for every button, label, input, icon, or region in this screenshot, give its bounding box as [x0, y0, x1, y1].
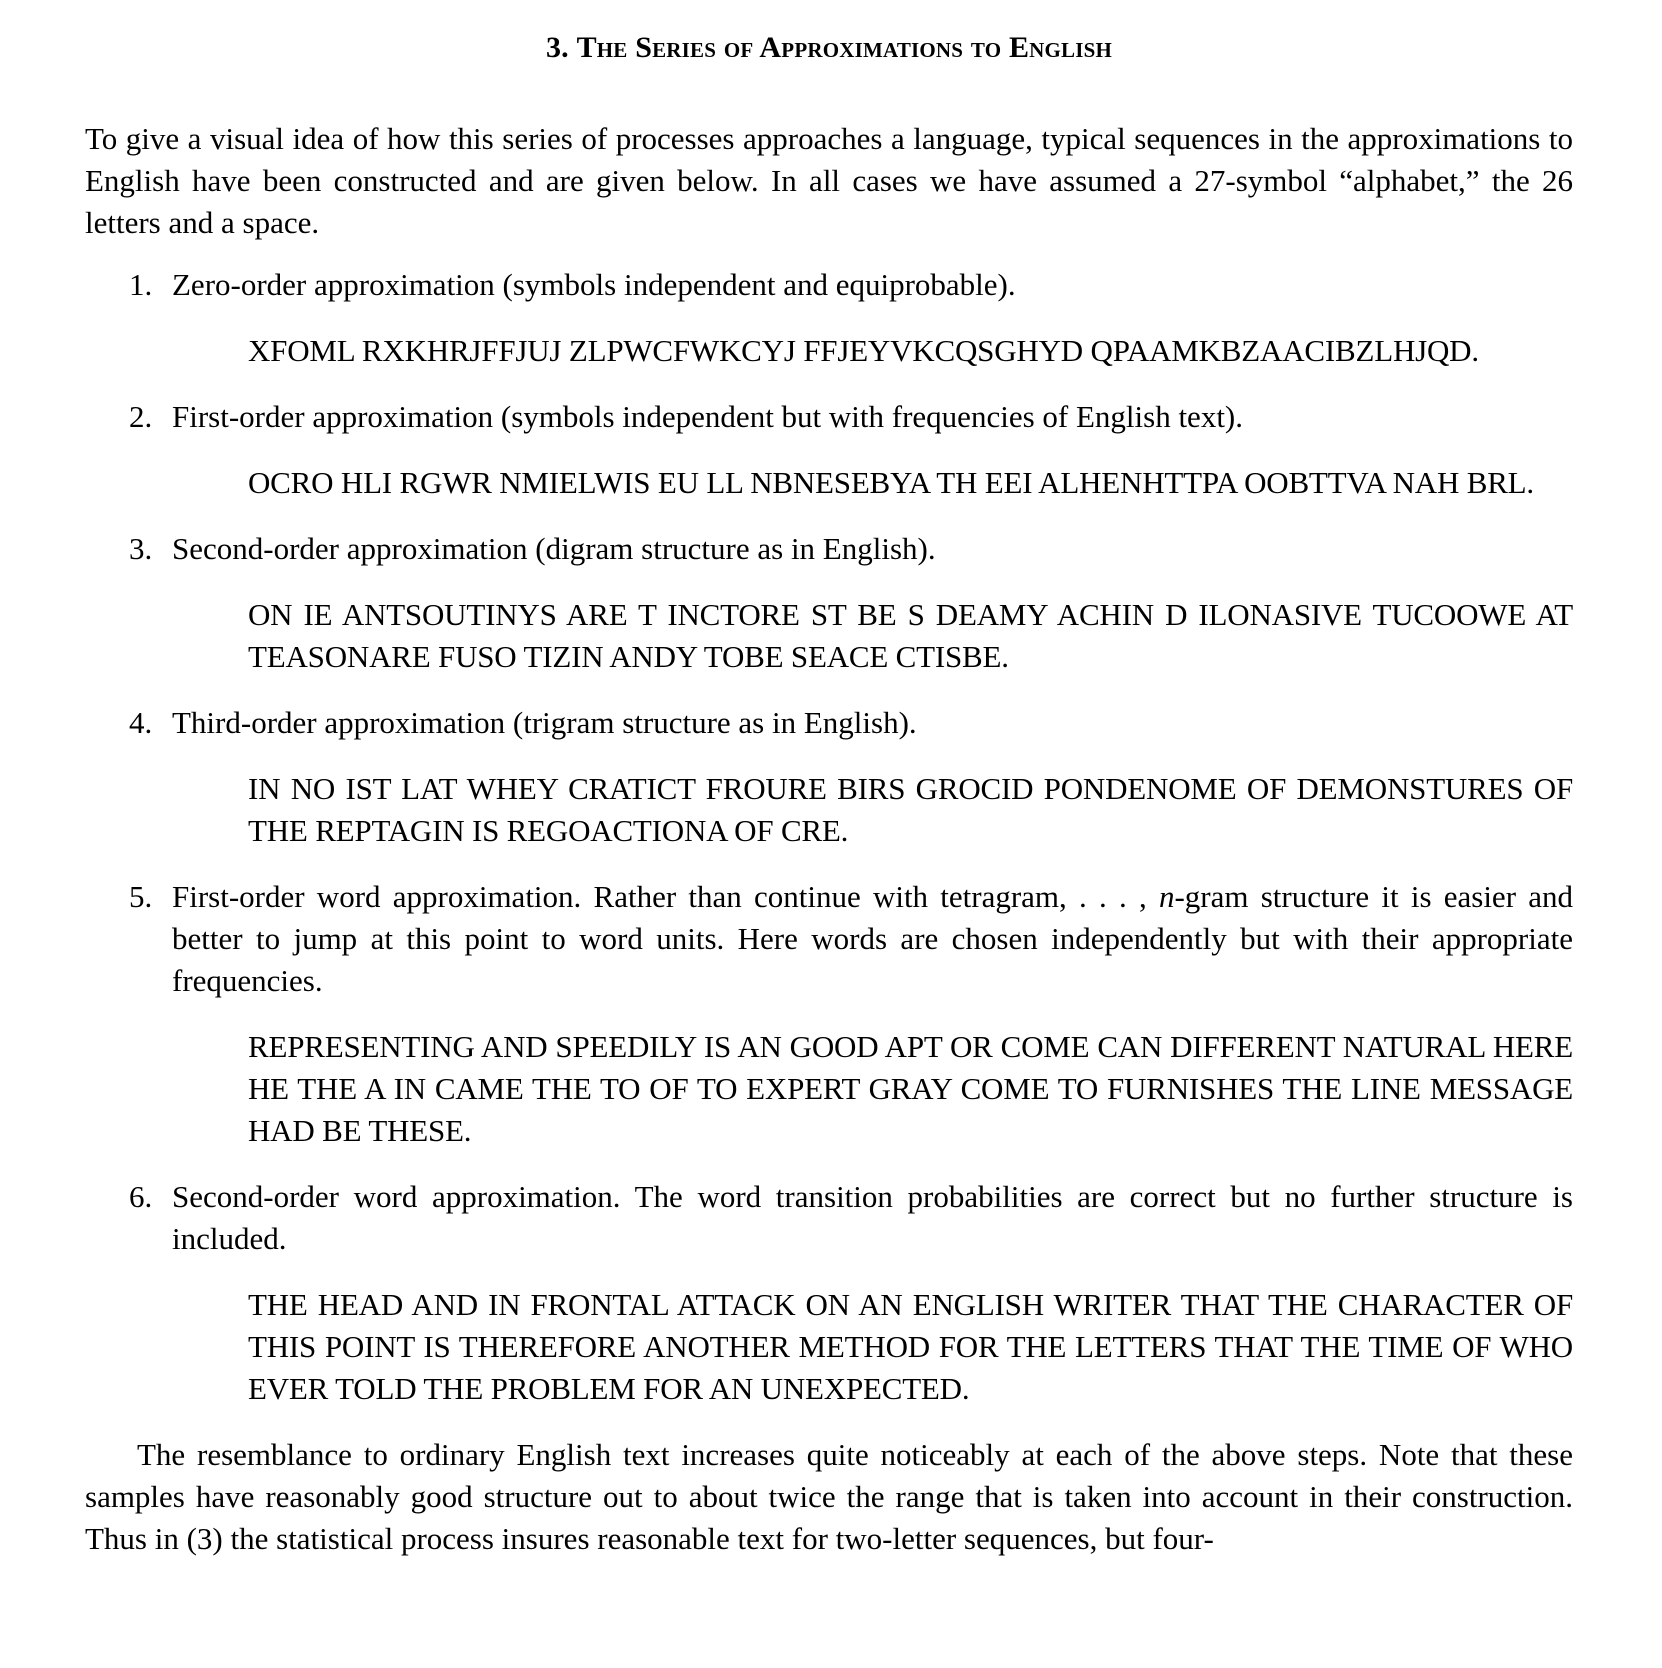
- list-item: [85, 1176, 1573, 1410]
- document-page: [85, 0, 1573, 1560]
- approximation-list: [85, 264, 1573, 1410]
- item-sample: IN NO IST LAT WHEY CRATICT FROURE BIRS GROCID PONDENOME OF DEMONSTURES OF THE REPTAGIN IS REGOACTIONA OF CRE.: [248, 771, 1573, 848]
- list-item: [85, 702, 1573, 852]
- section-number: 3.: [545, 31, 569, 64]
- item-description: First-order approximation (symbols independent but with frequencies of English text).: [172, 399, 1243, 434]
- item-sample: OCRO HLI RGWR NMIELWIS EU LL NBNESEBYA TH EEI ALHENHTTPA OOBTTVA NAH BRL.: [248, 465, 1534, 500]
- intro-paragraph: To give a visual idea of how this series of processes approaches a language, typical sequences in the approximations to English have been constructed and are given below. In all cases we have assumed a 27-symbol “alphabet,” the 26 letters and a space.: [85, 121, 1573, 240]
- item-description: Third-order approximation (trigram structure as in English).: [172, 705, 917, 740]
- list-item: [85, 264, 1573, 372]
- item-number: 1.: [129, 267, 153, 302]
- item-description-start: First-order word approximation. Rather than continue with tetragram, . . . ,: [172, 879, 1147, 914]
- section-heading: [85, 28, 1573, 68]
- item-description: Zero-order approximation (symbols independent and equiprobable).: [172, 267, 1016, 302]
- item-number: 6.: [129, 1179, 153, 1214]
- item-description-italic: n: [1158, 879, 1175, 914]
- item-description: [172, 876, 1573, 1002]
- list-item: [85, 528, 1573, 678]
- item-sample: THE HEAD AND IN FRONTAL ATTACK ON AN ENGLISH WRITER THAT THE CHARACTER OF THIS POINT IS THEREFORE ANOTHER METHOD FOR THE LETTERS THAT THE TIME OF WHO EVER TOLD THE PROBLEM FOR AN UNEXPECTED.: [248, 1287, 1573, 1406]
- item-number: 4.: [129, 705, 153, 740]
- item-description: Second-order approximation (digram structure as in English).: [172, 531, 936, 566]
- item-sample: XFOML RXKHRJFFJUJ ZLPWCFWKCYJ FFJEYVKCQSGHYD QPAAMKBZAACIBZLHJQD.: [248, 333, 1479, 368]
- section-title: The Series of Approximations to English: [576, 31, 1113, 64]
- item-number: 5.: [129, 879, 153, 914]
- item-description: Second-order word approximation. The word transition probabilities are correct but no further structure is included.: [172, 1179, 1573, 1256]
- item-sample: REPRESENTING AND SPEEDILY IS AN GOOD APT OR COME CAN DIFFERENT NATURAL HERE HE THE A IN CAME THE TO OF TO EXPERT GRAY COME TO FURNISHES THE LINE MESSAGE HAD BE THESE.: [248, 1029, 1573, 1148]
- item-sample: ON IE ANTSOUTINYS ARE T INCTORE ST BE S DEAMY ACHIN D ILONASIVE TUCOOWE AT TEASONARE FUSO TIZIN ANDY TOBE SEACE CTISBE.: [248, 597, 1573, 674]
- item-number: 2.: [129, 399, 153, 434]
- item-description-end: -gram structure it is easier and better to jump at this point to word units. Here words are chosen independently but with their appropriate frequencies.: [172, 879, 1574, 998]
- item-number: 3.: [129, 531, 153, 566]
- list-item: [85, 396, 1573, 504]
- list-item: [85, 876, 1573, 1152]
- closing-paragraph: The resemblance to ordinary English text increases quite noticeably at each of the above steps. Note that these samples have reasonably good structure out to about twice the range that is taken into account in their construction. Thus in (3) the statistical process insures reasonable text for two-letter sequences, but four-: [85, 1437, 1573, 1556]
